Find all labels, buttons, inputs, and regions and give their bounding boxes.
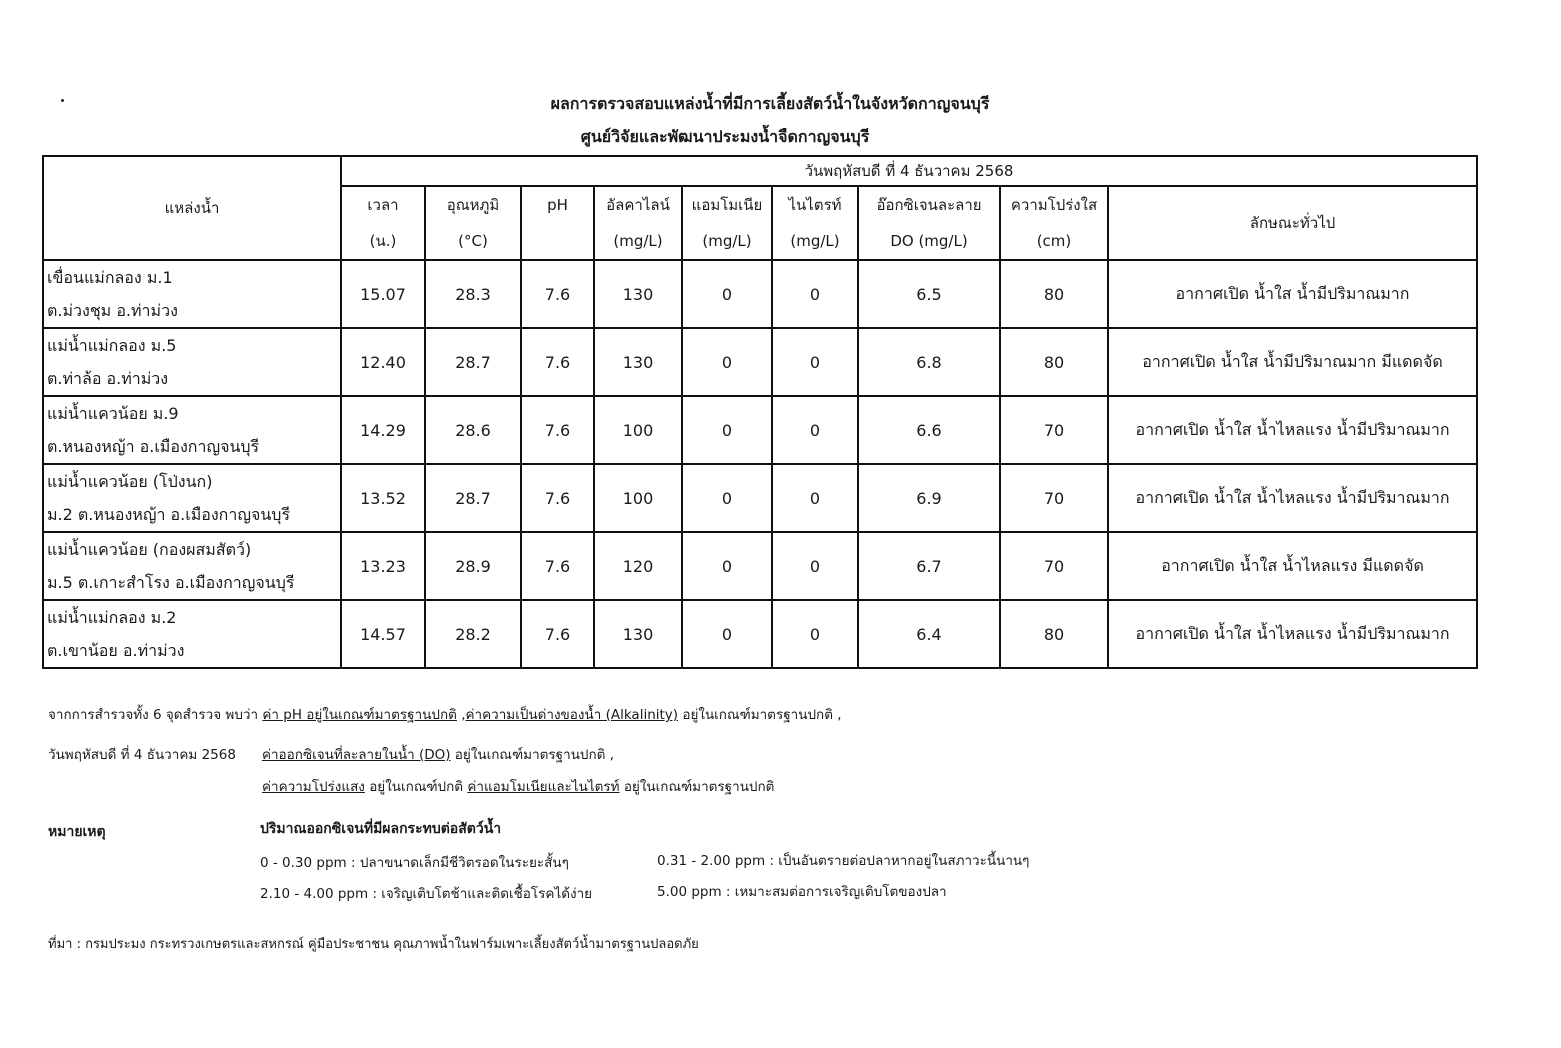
transparency-cell: 80 <box>1000 600 1108 668</box>
table-row <box>43 328 1477 396</box>
column-header-time: เวลา (น.) <box>341 186 425 260</box>
temperature-cell: 28.9 <box>425 532 521 600</box>
note-item: 2.10 - 4.00 ppm : เจริญเติบโตช้าและติดเชื้อโรคได้ง่าย <box>260 886 593 902</box>
time-cell: 13.23 <box>341 532 425 600</box>
survey-date: วันพฤหัสบดี ที่ 4 ธันวาคม 2568 <box>48 747 236 763</box>
source-cell: แม่น้ำแม่กลอง ม.5 ต.ท่าล้อ อ.ท่าม่วง <box>43 328 341 396</box>
column-header-transparency: ความโปร่งใส (cm) <box>1000 186 1108 260</box>
column-header-nitrite: ไนไตรท์ (mg/L) <box>772 186 858 260</box>
table-row <box>43 600 1477 668</box>
transparency-cell: 80 <box>1000 260 1108 328</box>
source-cell: แม่น้ำแควน้อย (กองผสมสัตว์) ม.5 ต.เกาะสำโรง อ.เมืองกาญจนบุรี <box>43 532 341 600</box>
alkaline-cell: 120 <box>594 532 682 600</box>
column-header-alkaline: อัลคาไลน์ (mg/L) <box>594 186 682 260</box>
note-item: 5.00 ppm : เหมาะสมต่อการเจริญเติบโตของปลา <box>657 884 947 900</box>
ammonia-cell: 0 <box>682 464 772 532</box>
column-header-ph: pH <box>521 186 594 260</box>
ph-finding: ค่า pH อยู่ในเกณฑ์มาตรฐานปกติ <box>262 707 457 723</box>
alkaline-cell: 130 <box>594 600 682 668</box>
ammonia-cell: 0 <box>682 328 772 396</box>
alkaline-cell: 130 <box>594 328 682 396</box>
do-cell: 6.8 <box>858 328 1000 396</box>
nitrite-cell: 0 <box>772 396 858 464</box>
transparency-cell: 70 <box>1000 396 1108 464</box>
do-cell: 6.5 <box>858 260 1000 328</box>
transparency-cell: 70 <box>1000 464 1108 532</box>
alkaline-cell: 100 <box>594 396 682 464</box>
water-quality-table <box>42 155 1478 669</box>
source-cell: แม่น้ำแควน้อย (โป่งนก) ม.2 ต.หนองหญ้า อ.เมืองกาญจนบุรี <box>43 464 341 532</box>
summary-line-3: ค่าความโปร่งแสง อยู่ในเกณฑ์ปกติ ค่าแอมโมเนียและไนไตรท์ อยู่ในเกณฑ์มาตรฐานปกติ <box>262 779 775 795</box>
do-cell: 6.6 <box>858 396 1000 464</box>
note-item: 0.31 - 2.00 ppm : เป็นอันตรายต่อปลาหากอยู่ในสภาวะนี้นานๆ <box>657 853 1030 869</box>
characteristics-cell: อากาศเปิด น้ำใส น้ำไหลแรง น้ำมีปริมาณมาก <box>1108 396 1477 464</box>
characteristics-cell: อากาศเปิด น้ำใส น้ำไหลแรง มีแดดจัด <box>1108 532 1477 600</box>
alkalinity-finding: ค่าความเป็นด่างของน้ำ (Alkalinity) <box>465 707 679 723</box>
do-finding: ค่าออกซิเจนที่ละลายในน้ำ (DO) <box>261 747 451 763</box>
temperature-cell: 28.6 <box>425 396 521 464</box>
ph-cell: 7.6 <box>521 396 594 464</box>
source-reference: ที่มา : กรมประมง กระทรวงเกษตรและสหกรณ์ คู่มือประชาชน คุณภาพน้ำในฟาร์มเพาะเลี้ยงสัตว์น้ำมาตรฐานปลอดภัย <box>48 937 699 952</box>
do-cell: 6.4 <box>858 600 1000 668</box>
column-header-characteristics: ลักษณะทั่วไป <box>1108 186 1477 260</box>
table-row <box>43 532 1477 600</box>
nitrite-cell: 0 <box>772 328 858 396</box>
ammonia-cell: 0 <box>682 396 772 464</box>
do-cell: 6.7 <box>858 532 1000 600</box>
do-cell: 6.9 <box>858 464 1000 532</box>
temperature-cell: 28.2 <box>425 600 521 668</box>
column-header-temperature: อุณหภูมิ (°C) <box>425 186 521 260</box>
characteristics-cell: อากาศเปิด น้ำใส น้ำไหลแรง น้ำมีปริมาณมาก <box>1108 464 1477 532</box>
note-item: 0 - 0.30 ppm : ปลาขนาดเล็กมีชีวิตรอดในระยะสั้นๆ <box>260 855 569 871</box>
date-header: วันพฤหัสบดี ที่ 4 ธันวาคม 2568 <box>341 156 1477 186</box>
characteristics-cell: อากาศเปิด น้ำใส น้ำมีปริมาณมาก <box>1108 260 1477 328</box>
source-column-header: แหล่งน้ำ <box>43 156 341 260</box>
table-row <box>43 260 1477 328</box>
nitrite-cell: 0 <box>772 464 858 532</box>
nitrite-cell: 0 <box>772 260 858 328</box>
notes-label: หมายเหตุ <box>48 824 106 840</box>
summary-line-1: จากการสำรวจทั้ง 6 จุดสำรวจ พบว่า ค่า pH อยู่ในเกณฑ์มาตรฐานปกติ ,ค่าความเป็นด่างของน้ำ (Alkalinity) อยู่ในเกณฑ์มาตรฐานปกติ , <box>48 707 842 723</box>
ammonia-cell: 0 <box>682 532 772 600</box>
time-cell: 14.29 <box>341 396 425 464</box>
characteristics-cell: อากาศเปิด น้ำใส น้ำมีปริมาณมาก มีแดดจัด <box>1108 328 1477 396</box>
table-row <box>43 396 1477 464</box>
document-title: ผลการตรวจสอบแหล่งน้ำที่มีการเลี้ยงสัตว์น้ำในจังหวัดกาญจนบุรี <box>550 94 990 113</box>
ph-cell: 7.6 <box>521 600 594 668</box>
temperature-cell: 28.7 <box>425 328 521 396</box>
nitrite-cell: 0 <box>772 532 858 600</box>
source-cell: เขื่อนแม่กลอง ม.1 ต.ม่วงชุม อ.ท่าม่วง <box>43 260 341 328</box>
notes-title: ปริมาณออกซิเจนที่มีผลกระทบต่อสัตว์น้ำ <box>260 821 502 837</box>
time-cell: 14.57 <box>341 600 425 668</box>
transparency-finding: ค่าความโปร่งแสง <box>262 779 365 795</box>
column-header-dissolved-oxygen: อ๊อกซิเจนละลาย DO (mg/L) <box>858 186 1000 260</box>
time-cell: 13.52 <box>341 464 425 532</box>
document-subtitle: ศูนย์วิจัยและพัฒนาประมงน้ำจืดกาญจนบุรี <box>580 127 870 146</box>
time-cell: 12.40 <box>341 328 425 396</box>
source-cell: แม่น้ำแม่กลอง ม.2 ต.เขาน้อย อ.ท่าม่วง <box>43 600 341 668</box>
ammonia-cell: 0 <box>682 600 772 668</box>
temperature-cell: 28.7 <box>425 464 521 532</box>
ph-cell: 7.6 <box>521 532 594 600</box>
temperature-cell: 28.3 <box>425 260 521 328</box>
source-cell: แม่น้ำแควน้อย ม.9 ต.หนองหญ้า อ.เมืองกาญจนบุรี <box>43 396 341 464</box>
summary-line-2: วันพฤหัสบดี ที่ 4 ธันวาคม 2568 ค่าออกซิเจนที่ละลายในน้ำ (DO) อยู่ในเกณฑ์มาตรฐานปกติ , <box>48 747 615 763</box>
time-cell: 15.07 <box>341 260 425 328</box>
alkaline-cell: 130 <box>594 260 682 328</box>
ph-cell: 7.6 <box>521 260 594 328</box>
nitrite-cell: 0 <box>772 600 858 668</box>
ammonia-cell: 0 <box>682 260 772 328</box>
characteristics-cell: อากาศเปิด น้ำใส น้ำไหลแรง น้ำมีปริมาณมาก <box>1108 600 1477 668</box>
transparency-cell: 80 <box>1000 328 1108 396</box>
table-row <box>43 464 1477 532</box>
alkaline-cell: 100 <box>594 464 682 532</box>
transparency-cell: 70 <box>1000 532 1108 600</box>
column-header-ammonia: แอมโมเนีย (mg/L) <box>682 186 772 260</box>
ph-cell: 7.6 <box>521 328 594 396</box>
ph-cell: 7.6 <box>521 464 594 532</box>
ammonia-nitrite-finding: ค่าแอมโมเนียและไนไตรท์ <box>467 779 620 795</box>
